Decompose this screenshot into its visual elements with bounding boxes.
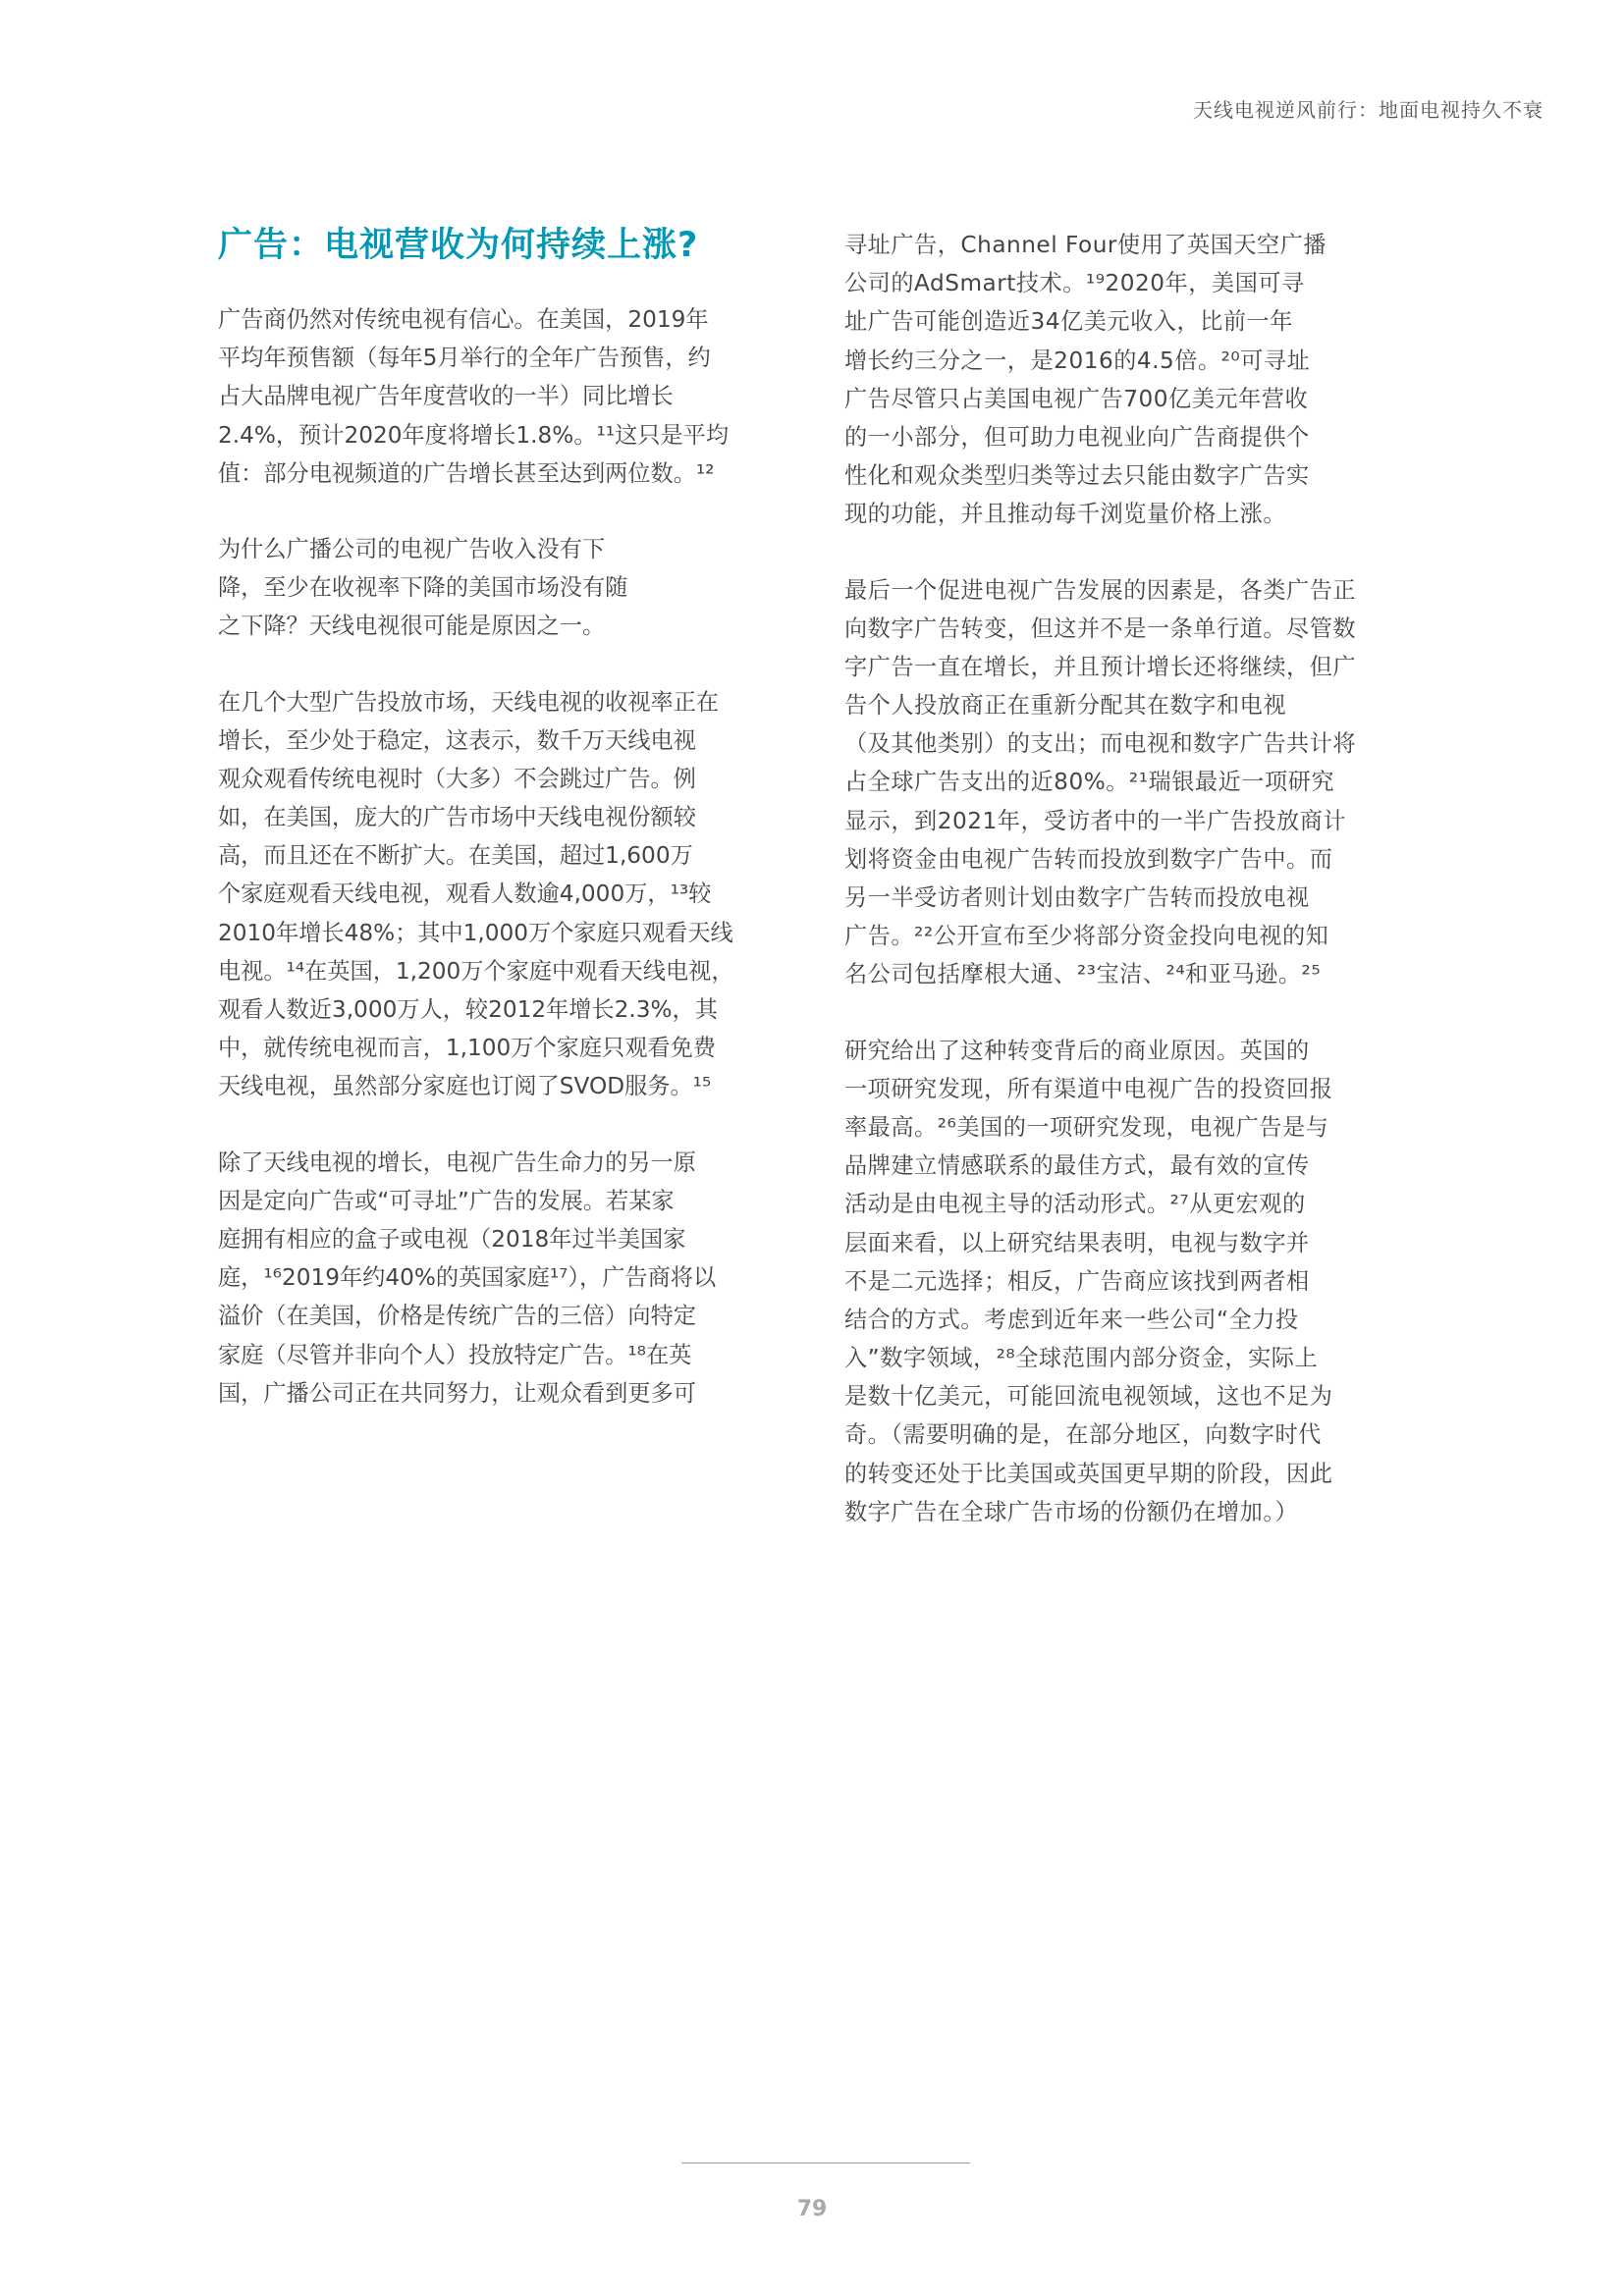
text-line: 降，至少在收视率下降的美国市场没有随: [218, 574, 628, 602]
text-line: 一项研究发现，所有渠道中电视广告的投资回报: [844, 1075, 1333, 1102]
text-line: 显示，到2021年，受访者中的一半广告投放商计: [844, 807, 1347, 834]
text-line: 现的功能，并且推动每千浏览量价格上涨。: [844, 501, 1287, 528]
text-line: 性化和观众类型归类等过去只能由数字广告实: [844, 462, 1310, 490]
text-line: 天线电视，虽然部分家庭也订阅了SVOD服务。¹⁵: [218, 1073, 712, 1100]
text-line: 结合的方式。考虑到近年来一些公司“全力投: [844, 1306, 1299, 1333]
text-line: 名公司包括摩根大通、²³宝洁、²⁴和亚马逊。²⁵: [844, 961, 1322, 988]
text-line: 在几个大型广告投放市场，天线电视的收视率正在: [218, 688, 720, 716]
text-line: 溢价（在美国，价格是传统广告的三倍）向特定: [218, 1303, 696, 1330]
text-line: 的一小部分，但可助力电视业向广告商提供个: [844, 423, 1310, 451]
text-line: 告个人投放商正在重新分配其在数字和电视: [844, 692, 1287, 720]
text-line: 另一半受访者则计划由数字广告转而投放电视: [844, 884, 1310, 911]
text-line: 奇。（需要明确的是，在部分地区，向数字时代: [844, 1421, 1322, 1449]
text-line: 活动是由电视主导的活动形式。²⁷从更宏观的: [844, 1191, 1306, 1218]
text-line: 庭，¹⁶2019年约40%的英国家庭¹⁷），广告商将以: [218, 1264, 717, 1292]
paragraph: [218, 683, 792, 1106]
text-line: 除了天线电视的增长，电视广告生命力的另一原: [218, 1148, 696, 1176]
text-line: 的转变还处于比美国或英国更早期的阶段，因此: [844, 1460, 1333, 1487]
text-line: 寻址广告，Channel Four使用了英国天空广播: [844, 232, 1327, 258]
paragraph: [844, 571, 1434, 994]
text-line: 率最高。²⁶美国的一项研究发现，电视广告是与: [844, 1113, 1329, 1141]
text-line: 广告。²²公开宣布至少将部分资金投向电视的知: [844, 923, 1329, 950]
text-line: 值：部分电视频道的广告增长甚至达到两位数。¹²: [218, 459, 715, 487]
text-line: 是数十亿美元，可能回流电视领域，这也不足为: [844, 1383, 1333, 1411]
text-line: 电视。¹⁴在英国，1,200万个家庭中观看天线电视，: [218, 957, 734, 985]
text-line: 增长，至少处于稳定，这表示，数千万天线电视: [218, 726, 696, 754]
paragraph: [218, 300, 792, 493]
running-header: 天线电视逆风前行：地面电视持久不衰: [1193, 98, 1543, 122]
right-column: [844, 226, 1434, 1569]
text-line: 品牌建立情感联系的最佳方式，最有效的宣传: [844, 1152, 1310, 1180]
text-line: 国，广播公司正在共同努力，让观众看到更多可: [218, 1379, 696, 1407]
text-line: 中，就传统电视而言，1,100万个家庭只观看免费: [218, 1035, 716, 1062]
text-line: 字广告一直在增长，并且预计增长还将继续，但广: [844, 653, 1357, 680]
text-line: 增长约三分之一，是2016的4.5倍。²⁰可寻址: [844, 347, 1311, 374]
text-line: 观众观看传统电视时（大多）不会跳过广告。例: [218, 765, 696, 792]
text-line: 2.4%，预计2020年度将增长1.8%。¹¹这只是平均: [218, 421, 730, 449]
paragraph: [218, 1144, 792, 1413]
text-line: 层面来看，以上研究结果表明，电视与数字并: [844, 1229, 1310, 1256]
text-line: 高，而且还在不断扩大。在美国，超过1,600万: [218, 842, 693, 870]
text-line: 数字广告在全球广告市场的份额仍在增加。）: [844, 1498, 1299, 1525]
text-line: 划将资金由电视广告转而投放到数字广告中。而: [844, 845, 1333, 873]
text-line: 之下降？天线电视很可能是原因之一。: [218, 613, 606, 640]
paragraph: [844, 1032, 1434, 1531]
text-line: 因是定向广告或“可寻址”广告的发展。若某家: [218, 1187, 675, 1214]
text-line: 占全球广告支出的近80%。²¹瑞银最近一项研究: [844, 769, 1335, 796]
left-column: [218, 218, 792, 1450]
text-line: 为什么广播公司的电视广告收入没有下: [218, 535, 606, 562]
text-line: 2010年增长48%；其中1,000万个家庭只观看天线: [218, 919, 733, 946]
text-line: （及其他类别）的支出；而电视和数字广告共计将: [844, 730, 1357, 758]
paragraph: [844, 226, 1434, 534]
text-line: 广告尽管只占美国电视广告700亿美元年营收: [844, 385, 1309, 412]
text-line: 个家庭观看天线电视，观看人数逾4,000万，¹³较: [218, 881, 712, 908]
text-line: 如，在美国，庞大的广告市场中天线电视份额较: [218, 804, 696, 831]
text-line: 观看人数近3,000万人，较2012年增长2.3%，其: [218, 996, 718, 1023]
text-line: 不是二元选择；相反，广告商应该找到两者相: [844, 1267, 1310, 1295]
text-line: 庭拥有相应的盒子或电视（2018年过半美国家: [218, 1225, 686, 1253]
text-line: 最后一个促进电视广告发展的因素是，各类广告正: [844, 576, 1357, 604]
text-line: 广告商仍然对传统电视有信心。在美国，2019年: [218, 306, 709, 333]
page-number: 79: [796, 2197, 828, 2221]
text-line: 家庭（尽管并非向个人）投放特定广告。¹⁸在英: [218, 1341, 692, 1368]
text-line: 址广告可能创造近34亿美元收入，比前一年: [844, 308, 1293, 336]
text-line: 公司的AdSmart技术。¹⁹2020年，美国可寻: [844, 270, 1305, 297]
text-line: 入”数字领域，²⁸全球范围内部分资金，实际上: [844, 1345, 1319, 1372]
text-line: 平均年预售额（每年5月举行的全年广告预售，约: [218, 345, 711, 372]
text-line: 占大品牌电视广告年度营收的一半）同比增长: [218, 383, 674, 410]
section-title: 广告：电视营收为何持续上涨?: [218, 226, 699, 265]
paragraph: [218, 530, 792, 646]
text-line: 研究给出了这种转变背后的商业原因。英国的: [844, 1037, 1310, 1064]
text-line: 向数字广告转变，但这并不是一条单行道。尽管数: [844, 614, 1357, 642]
